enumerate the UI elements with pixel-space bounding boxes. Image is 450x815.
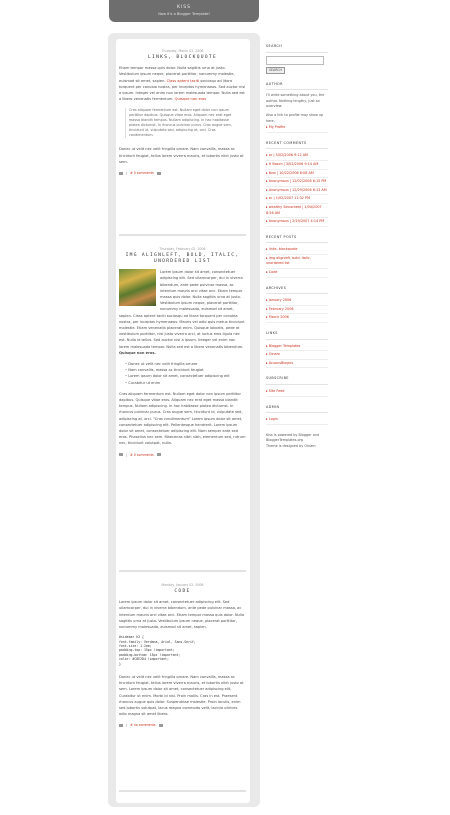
- comment-icon[interactable]: [119, 172, 123, 175]
- recent-post-link[interactable]: links, blockquote: [268, 247, 298, 252]
- comment-item[interactable]: [266, 161, 328, 170]
- admin-list: [266, 416, 328, 425]
- archive-link[interactable]: January 2006: [268, 298, 292, 303]
- archive-link[interactable]: March 2006: [268, 315, 289, 320]
- email-icon[interactable]: [159, 724, 163, 727]
- site-feed-link[interactable]: Site Feed: [268, 389, 285, 393]
- comments-link[interactable]: # 0 comments: [130, 171, 154, 176]
- post-date: Thursday, March 02, 2006: [161, 49, 204, 53]
- login-link[interactable]: Login: [268, 417, 278, 422]
- post-date: Thursday, February 02, 2006: [159, 247, 206, 251]
- credit-text: Kiss is powered by Blogger and BloggerTemplates.org: [266, 432, 320, 443]
- post-paragraph: [119, 391, 246, 447]
- post-separator: [119, 570, 246, 572]
- credit-text: Theme is designed by Oinam: [266, 443, 316, 448]
- sidebar-link[interactable]: Blogger Templates: [268, 343, 301, 348]
- post-sep: |: [126, 171, 128, 176]
- post-code: [119, 582, 246, 729]
- admin-section: [266, 405, 328, 425]
- post-text: Cras aliquam fermentum est. Nullam eget dolor non ipsum porttitor dapibus. Quisque vitae eros. Aliquam nec erat eget massa blandit tempus. Nullam adipiscing. In hac habitasse platea dictumst. In rhoncus pulvinar purus. Cras augue sem, tincidunt id, vulputate sed, adipiscing at, orci.: [119, 391, 243, 421]
- email-icon[interactable]: [157, 172, 161, 175]
- sidebar-heading: ARCHIVES: [266, 286, 328, 295]
- blog-title[interactable]: KISS: [177, 5, 191, 10]
- post-meta: [119, 452, 246, 458]
- post-date: Monday, January 02, 2006: [161, 583, 204, 587]
- post-separator: [119, 790, 246, 792]
- list-item: • Nam convallis, massa ac tincidunt feugiat: [125, 367, 246, 373]
- post-image: [119, 269, 156, 306]
- link-item[interactable]: [266, 360, 328, 369]
- subscribe-section: [266, 376, 328, 396]
- post-paragraph: Donec ut velit nec velit fringilla ornare. Nam convallis, massa ac tincidunt feugiat, tellus lorem viverra mauris, et lobortis nibh justo at sem.: [119, 147, 244, 164]
- link-item[interactable]: [266, 343, 328, 352]
- sidebar-heading: ADMIN: [266, 405, 328, 414]
- comment-link[interactable]: Anonymous | 12/29/2006 6:13 AM: [268, 187, 327, 192]
- comment-icon[interactable]: [119, 724, 123, 727]
- post-meta: [119, 722, 246, 728]
- recent-post-item[interactable]: [266, 246, 328, 255]
- post-text: Etiam tempor massa quis dolor. Nulla sagittis urna at justo. Vestibulum ipsum neque, placerat porttitor, nonummy molestie, euismod sit amet, sapien.: [119, 66, 235, 83]
- comment-link[interactable]: H Bosch | 3/02/2006 9:14 AM: [268, 161, 319, 166]
- comment-link[interactable]: sc | 1/02/2007 11:32 PM: [268, 196, 310, 201]
- comment-link[interactable]: ar | 3/02/2006 9:12 AM: [268, 153, 308, 158]
- comment-item[interactable]: [266, 178, 328, 187]
- comment-item[interactable]: [266, 195, 328, 204]
- archive-link[interactable]: February 2006: [268, 306, 294, 311]
- recent-posts-list: [266, 246, 328, 277]
- post-text: Lorem ipsum dolor sit amet, consectetuer adipiscing elit. Sed ullamcorper, dui in viverra bibendum, ante pede pulvinar massa, ac interdum mauris orci vitae orci. Etiam tempor massa quis dolor. Nulla sagittis urna at justo. Vestibulum ipsum neque, placerat porttitor, nonummy malesuada, euismod sit amet, sapien. Class aptent taciti sociosqu ad litora torquent per conubia nostra, per inceptos hymenaeos. Mauris vel odio quis metus tincidunt molestie. Etiam venenatis placerat enim. Quisque lobortis, pede at vestibulum porttitor, nisl justo viverra orci, at luctus eros ligula nec est. Nulla id tellus. Sed auctor nisl a ipsum. Integer vel enim non lorem malesuada tempor. Nulla sed est a libero venenatis bibendum.: [119, 270, 245, 349]
- sidebar-heading: LINKS: [266, 331, 328, 340]
- search-input[interactable]: [266, 56, 324, 65]
- email-icon[interactable]: [157, 453, 161, 456]
- comments-link[interactable]: # 0 comments: [130, 452, 154, 457]
- post-img-alignleft: [119, 246, 246, 458]
- comment-link[interactable]: Anonymous | 12/02/2006 6:15 PM: [268, 179, 327, 184]
- post-title[interactable]: IMG ALIGNLEFT, BOLD, ITALIC, UNORDERED LIST: [125, 253, 240, 265]
- sidebar-link[interactable]: AcuonsBlogics: [268, 360, 294, 365]
- archive-item[interactable]: [266, 314, 328, 323]
- comments-link[interactable]: # no comments: [130, 723, 156, 728]
- recent-post-item[interactable]: [266, 255, 328, 269]
- bold-text: Quisque non eros.: [119, 350, 156, 355]
- admin-item[interactable]: [266, 416, 328, 425]
- profile-list: [266, 124, 328, 133]
- sidebar-heading: SEARCH: [266, 44, 328, 53]
- list-item: • Lorem ipsum dolor sit amet, consectetuer adipiscing elit: [125, 373, 246, 379]
- post-title[interactable]: LINKS, BLOCKQUOTE: [147, 55, 218, 61]
- comment-icon[interactable]: [119, 453, 123, 456]
- author-section: [266, 82, 328, 133]
- post-paragraph: [119, 269, 246, 356]
- sidebar: [266, 44, 328, 458]
- recent-posts-section: [266, 235, 328, 278]
- comment-link[interactable]: Anonymous | 2/19/2007 4:14 PM: [268, 219, 325, 224]
- comment-item[interactable]: [266, 170, 328, 179]
- author-text: I'll write something about you, the author. Nothing lengthy, just an overview.: [266, 93, 325, 109]
- blockquote: Cras aliquam fermentum est. Nullam eget dolor non ipsum porttitor dapibus. Quisque vitae eros. Aliquam nec erat eget massa blandit tempus. Nullam adipiscing. In hac habitasse platea dictumst. In rhoncus pulvinar purus. Cras augue sem, tincidunt id, vulputate sed, adipiscing at, orci. Cras condimentum.: [125, 108, 240, 138]
- post-paragraph: Donec ut velit nec velit fringilla ornare. Nam convallis, massa ac tincidunt feugiat, tellus lorem viverra mauris, et lobortis nibh justo at sem. Lorem ipsum dolor sit amet, consectetuer adipiscing elit. Curabitur ut enim. Morbi id nisl. Proin mollis. Cras in est. Praesent rhoncus augue quis dolor. Suspendisse molestie. Proin iaculis, enim sed lobortis volutpat, lacus magna commodo velit, lacinia ultrices odio magna sit amet libero.: [119, 675, 244, 717]
- archives-section: [266, 286, 328, 323]
- post-sep: |: [126, 452, 128, 457]
- search-button[interactable]: SEARCH: [266, 67, 285, 74]
- subscribe-item[interactable]: [266, 388, 328, 397]
- post-link[interactable]: Quisque non eros: [174, 97, 207, 102]
- blog-header: [109, 0, 259, 22]
- post-text: sociosqu ad litora torquent per conubia nostra, per inceptos hymenaeos. Sed auctor nisl a ipsum. Integer vel enim non lorem malesuada tempor. Nulla sed est a libero venenatis fermentum.: [119, 78, 246, 102]
- links-list: [266, 343, 328, 369]
- unordered-list: [125, 361, 246, 386]
- post-title[interactable]: CODE: [174, 589, 191, 595]
- links-section: [266, 331, 328, 368]
- post-link[interactable]: Class aptent taciti: [166, 78, 200, 83]
- comment-link[interactable]: wealthy Seicontest | 1/04/2007 8:56 AM: [266, 204, 322, 215]
- list-item: • Donec ut velit nec velit fringilla ornare: [125, 361, 246, 367]
- sidebar-heading: SUBSCRIBE: [266, 376, 328, 385]
- code-block: #sidebar h2 { font-family: Verdana, Arial, Sans-Serif; font-size: 1.2em; padding-top: 15px !important; padding-bottom: 15px !important; color: #C8E2D4 !important; }: [119, 635, 196, 666]
- link-item[interactable]: [266, 351, 328, 360]
- blog-tagline: Now it's a Blogger Template!: [158, 12, 210, 16]
- comment-item[interactable]: [266, 152, 328, 161]
- profile-link-label[interactable]: My Profile: [268, 125, 286, 130]
- comments-list: [266, 152, 328, 226]
- profile-link[interactable]: [266, 124, 328, 133]
- list-item: • Curabitur ut enim: [125, 380, 246, 386]
- post-paragraph: Lorem ipsum dolor sit amet, consectetuer adipiscing elit. Sed ullamcorper, dui in viverra bibendum, ante pede pulvinar massa, ac interdum mauris orci vitae orci. Etiam tempor massa quis dolor. Nulla sagittis urna at justo. Vestibulum ipsum neque, placerat porttitor, nonummy malesuada, euismod sit amet, sapien.: [119, 600, 245, 630]
- search-section: [266, 44, 328, 74]
- comment-item[interactable]: [266, 218, 328, 227]
- post-separator: [119, 234, 246, 236]
- footer-credits: [266, 433, 328, 450]
- recent-post-link[interactable]: img alignleft, bold, italic, unordered list: [266, 255, 311, 266]
- archive-item[interactable]: [266, 297, 328, 306]
- recent-comments-section: [266, 141, 328, 227]
- comment-link[interactable]: Brot | 10/22/2006 6:08 AM: [268, 170, 314, 175]
- recent-post-item[interactable]: [266, 269, 328, 278]
- archive-item[interactable]: [266, 306, 328, 315]
- post-text: Lorem ipsum dolor sit amet, consectetuer adipiscing elit. Pellentesque hendrerit. Lorem ipsum dolor sit amet, consectetuer adipiscing elit. Nam semper ante sed eros. Phasellus nec sem. Maecenas nibh nibh, elementum sed, rutrum nec, tincidunt volutpat, nulla.: [119, 416, 246, 446]
- italic-text: "Cras condimentum": [153, 416, 191, 421]
- sidebar-link[interactable]: Oinam: [268, 352, 280, 357]
- sidebar-heading: RECENT POSTS: [266, 235, 328, 244]
- sidebar-heading: AUTHOR: [266, 82, 328, 91]
- comment-item[interactable]: [266, 204, 328, 218]
- author-text: Also a link to profile may show up here.: [266, 112, 324, 123]
- post-paragraph: [119, 65, 246, 102]
- recent-post-link[interactable]: Code: [268, 270, 278, 275]
- post-meta: [119, 170, 246, 176]
- archives-list: [266, 297, 328, 323]
- subscribe-list: [266, 388, 328, 397]
- post-links-blockquote: [119, 48, 246, 176]
- sidebar-heading: RECENT COMMENTS: [266, 141, 328, 150]
- post-sep: |: [126, 723, 128, 728]
- comment-item[interactable]: [266, 187, 328, 196]
